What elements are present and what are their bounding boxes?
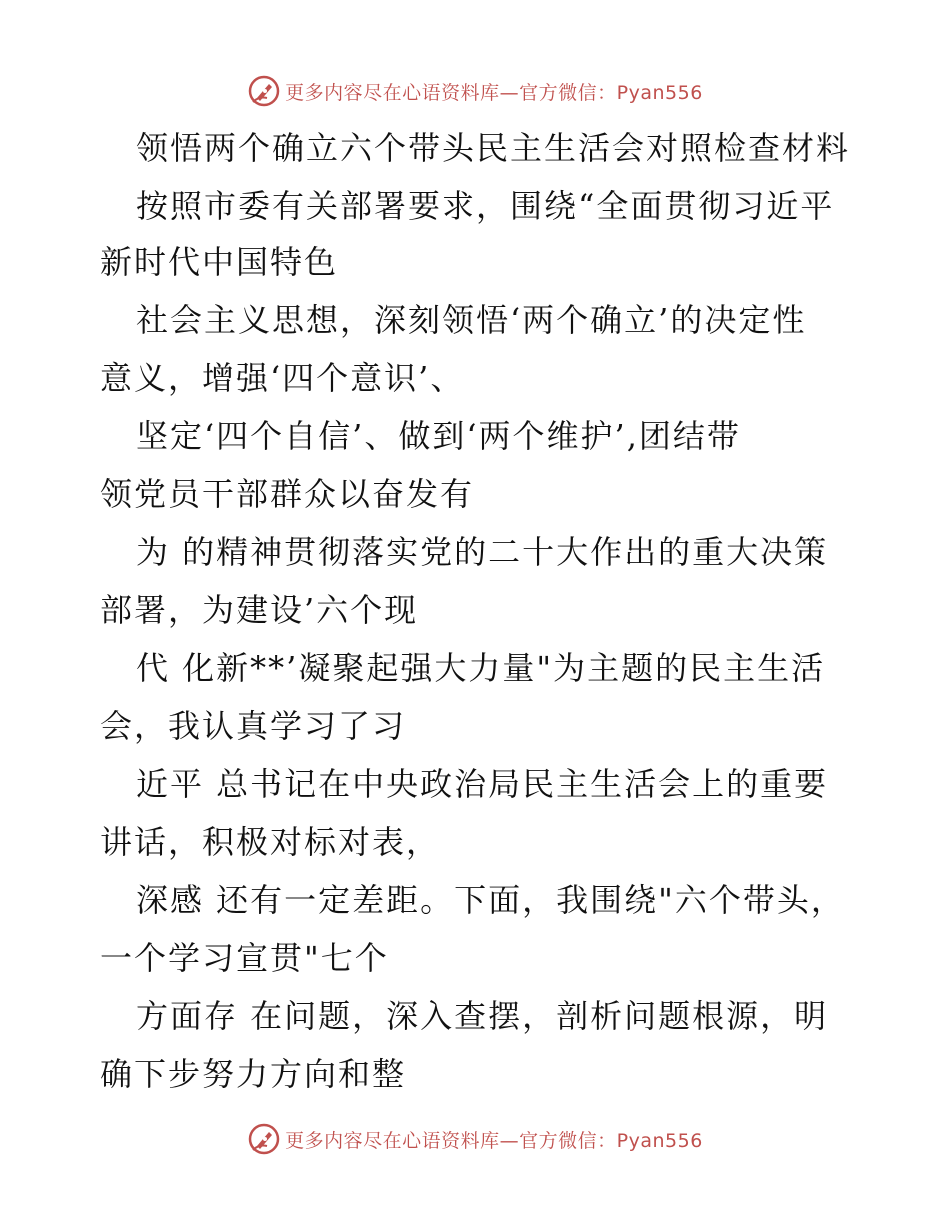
paragraph-line: 社会主义思想，深刻领悟‘两个确立’的决定性 bbox=[136, 301, 807, 339]
paragraph-line: 讲话，积极对标对表， bbox=[100, 823, 441, 861]
paragraph-line: 新时代中国特色 bbox=[100, 243, 339, 281]
banner-text: 更多内容尽在心语资料库—官方微信：Pyan556 bbox=[285, 81, 703, 104]
header-banner bbox=[0, 71, 950, 111]
document-title: 领悟两个确立六个带头民主生活会对照检查材料 bbox=[136, 129, 851, 167]
pen-nib-logo-icon bbox=[247, 74, 281, 108]
footer-banner bbox=[0, 1119, 950, 1159]
paragraph-line: 代 化新**’凝聚起强大力量"为主题的民主生活 bbox=[136, 649, 826, 687]
banner-text: 更多内容尽在心语资料库—官方微信：Pyan556 bbox=[285, 1129, 703, 1152]
paragraph-line: 领党员干部群众以奋发有 bbox=[100, 475, 475, 513]
paragraph-line: 坚定‘四个自信’、做到‘两个维护’,团结带 bbox=[136, 417, 741, 455]
paragraph-line: 深感 还有一定差距。下面，我围绕"六个带头， bbox=[136, 881, 845, 919]
paragraph-line: 部署，为建设’六个现 bbox=[100, 591, 419, 629]
paragraph-line: 意义，增强‘四个意识’、 bbox=[100, 359, 465, 397]
paragraph-line: 方面存 在问题，深入查摆，剖析问题根源，明 bbox=[136, 997, 829, 1035]
paragraph-line: 近平 总书记在中央政治局民主生活会上的重要 bbox=[136, 765, 829, 803]
paragraph-line: 按照市委有关部署要求，围绕“全面贯彻习近平 bbox=[136, 187, 835, 225]
paragraph-line: 会，我认真学习了习 bbox=[100, 707, 407, 745]
paragraph-line: 确下步努力方向和整 bbox=[100, 1055, 407, 1093]
paragraph-line: 为 的精神贯彻落实党的二十大作出的重大决策 bbox=[136, 533, 829, 571]
pen-nib-logo-icon bbox=[247, 1122, 281, 1156]
paragraph-line: 一个学习宣贯"七个 bbox=[100, 939, 389, 977]
